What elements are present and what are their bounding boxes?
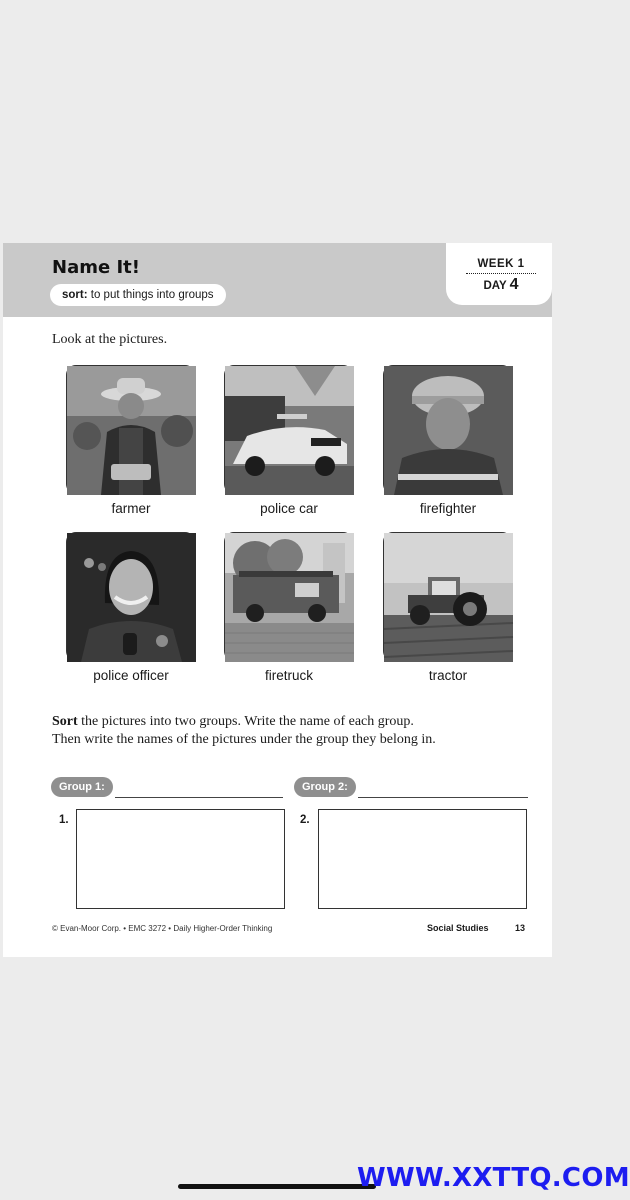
page-title: Name It! [52,257,140,278]
group-2-label: Group 2: [294,777,356,797]
picture-caption: tractor [428,668,468,683]
box-1-number: 1. [59,814,69,826]
week-label: WEEK 1 [477,258,525,270]
vocabulary-definition [50,284,226,306]
day-number: 4 [509,276,519,293]
tractor-photo [383,532,512,661]
sort-line-1-text: the pictures into two groups. Write the name of each group. [77,714,414,729]
week-day-tab [446,243,552,305]
worksheet-page [3,243,552,957]
sort-line-1 [52,713,532,731]
day-prefix: DAY [483,280,510,292]
picture-caption: farmer [111,501,151,516]
footer-subject: Social Studies [427,923,489,933]
footer-page-number: 13 [515,923,526,933]
firefighter-photo [383,365,512,494]
home-indicator[interactable] [178,1184,376,1189]
police-officer-photo [66,532,195,661]
picture-caption: firefighter [419,501,477,516]
police-car-photo [224,365,353,494]
vocab-term: sort: [62,289,88,301]
box-2-number: 2. [300,814,310,826]
dotted-divider [466,273,536,274]
instruction-text: Look at the pictures. [52,332,168,347]
sort-line-2: Then write the names of the pictures under the group they belong in. [52,732,436,747]
picture-caption: police car [260,501,318,516]
vocab-definition: to put things into groups [87,289,214,301]
watermark-text: WWW.XXTTQ.COM [357,1163,630,1193]
picture-caption: firetruck [264,668,313,683]
group-2-answer-box[interactable] [318,809,527,909]
sort-instructions [52,713,532,749]
sort-bold-word: Sort [52,714,78,729]
farmer-photo [66,365,195,494]
day-label [466,276,536,294]
group-2-name-line[interactable] [358,797,528,798]
group-1-answer-box[interactable] [76,809,285,909]
footer-copyright: © Evan-Moor Corp. • EMC 3272 • Daily Higher-Order Thinking [52,924,273,933]
firetruck-photo [224,532,353,661]
picture-caption: police officer [93,668,169,683]
group-1-label: Group 1: [51,777,113,797]
group-1-name-line[interactable] [115,797,283,798]
